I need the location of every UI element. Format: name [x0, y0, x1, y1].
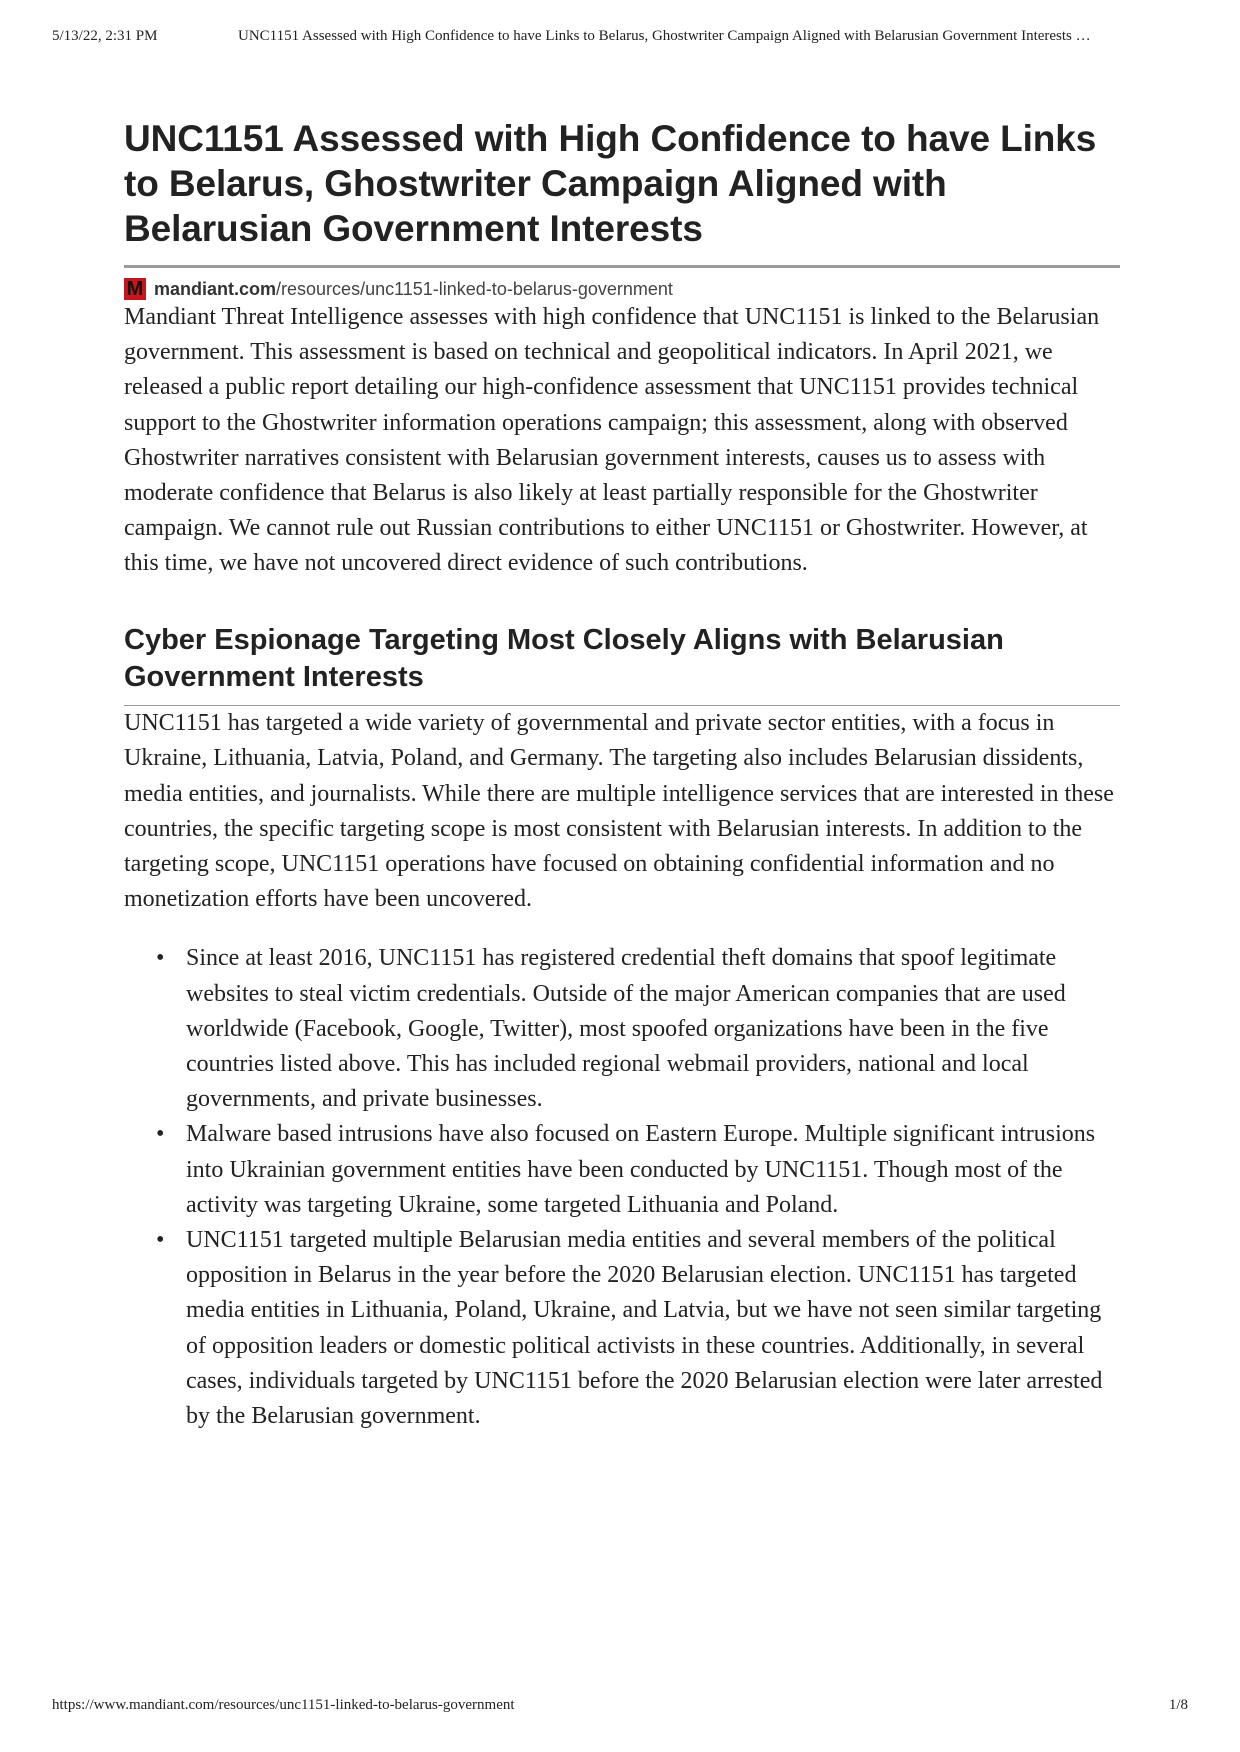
- list-item-text: UNC1151 targeted multiple Belarusian media entities and several members of the political opposition in Belarus in the year before the 2020 Belarusian election. UNC1151 has targeted media entities in Lithuania, Poland, Ukraine, and Latvia, but we have not seen similar targeting of opposition leaders or domestic political activists in these countries. Additionally, in several cases, individuals targeted by UNC1151 before the 2020 Belarusian election were later arrested by the Belarusian government.: [186, 1226, 1103, 1429]
- intro-paragraph: Mandiant Threat Intelligence assesses with high confidence that UNC1151 is linked to the Belarusian government. This assessment is based on technical and geopolitical indicators. In April 2021, we released a public report detailing our high-confidence assessment that UNC1151 provides technical support to the Ghostwriter information operations campaign; this assessment, along with observed Ghostwriter narratives consistent with Belarusian government interests, causes us to assess with moderate confidence that Belarus is also likely at least partially responsible for the Ghostwriter campaign. We cannot rule out Russian contributions to either UNC1151 or Ghostwriter. However, at this time, we have not uncovered direct evidence of such contributions.: [124, 304, 1100, 577]
- section-paragraph: UNC1151 has targeted a wide variety of governmental and private sector entities, with a focus in Ukraine, Lithuania, Latvia, Poland, and Germany. The targeting also includes Belarusian dissidents, media entities, and journalists. While there are multiple intelligence services that are interested in these countries, the specific targeting scope is most consistent with Belarusian interests. In addition to the targeting scope, UNC1151 operations have focused on obtaining confidential information and no monetization efforts have been uncovered.: [124, 710, 1114, 913]
- list-item-text: Since at least 2016, UNC1151 has registered credential theft domains that spoof legitimate websites to steal victim credentials. Outside of the major American companies that are used worldwide (Facebook, Google, Twitter), most spoofed organizations have been in the five countries listed above. This has included regional webmail providers, national and local governments, and private businesses.: [186, 945, 1066, 1113]
- section-heading: Cyber Espionage Targeting Most Closely Aligns with Belarusian Government Interests: [124, 623, 1004, 693]
- print-footer: [52, 1697, 1188, 1717]
- source-domain: mandiant.com: [154, 278, 277, 299]
- print-date: 5/13/22, 2:31 PM: [52, 28, 158, 44]
- source-path: /resources/unc1151-linked-to-belarus-government: [276, 278, 673, 299]
- list-item-text: Malware based intrusions have also focused on Eastern Europe. Multiple significant intrusions into Ukrainian government entities have been conducted by UNC1151. Though most of the activity was targeting Ukraine, some targeted Lithuania and Poland.: [186, 1121, 1096, 1218]
- bullet-list: [124, 941, 1120, 1434]
- mandiant-logo-icon: [124, 278, 146, 300]
- print-page-title: UNC1151 Assessed with High Confidence to have Links to Belarus, Ghostwriter Campaign Aligned with Belarusian Government Interests …: [238, 28, 1091, 44]
- list-item: [156, 1223, 1120, 1434]
- article: [124, 116, 1120, 1434]
- title-divider: [124, 265, 1120, 268]
- bullet-dot-icon: •: [156, 1226, 165, 1253]
- print-header: [52, 28, 1200, 48]
- list-item: [156, 1117, 1120, 1223]
- list-item: [156, 941, 1120, 1117]
- source-link[interactable]: [124, 278, 1120, 300]
- bullet-dot-icon: •: [156, 945, 165, 972]
- print-url: https://www.mandiant.com/resources/unc1151-linked-to-belarus-government: [52, 1697, 515, 1713]
- bullet-dot-icon: •: [156, 1121, 165, 1148]
- page-number: 1/8: [1168, 1697, 1188, 1713]
- article-title: UNC1151 Assessed with High Confidence to have Links to Belarus, Ghostwriter Campaign Aligned with Belarusian Government Interests: [124, 118, 1097, 249]
- logo-letter: M: [126, 278, 144, 300]
